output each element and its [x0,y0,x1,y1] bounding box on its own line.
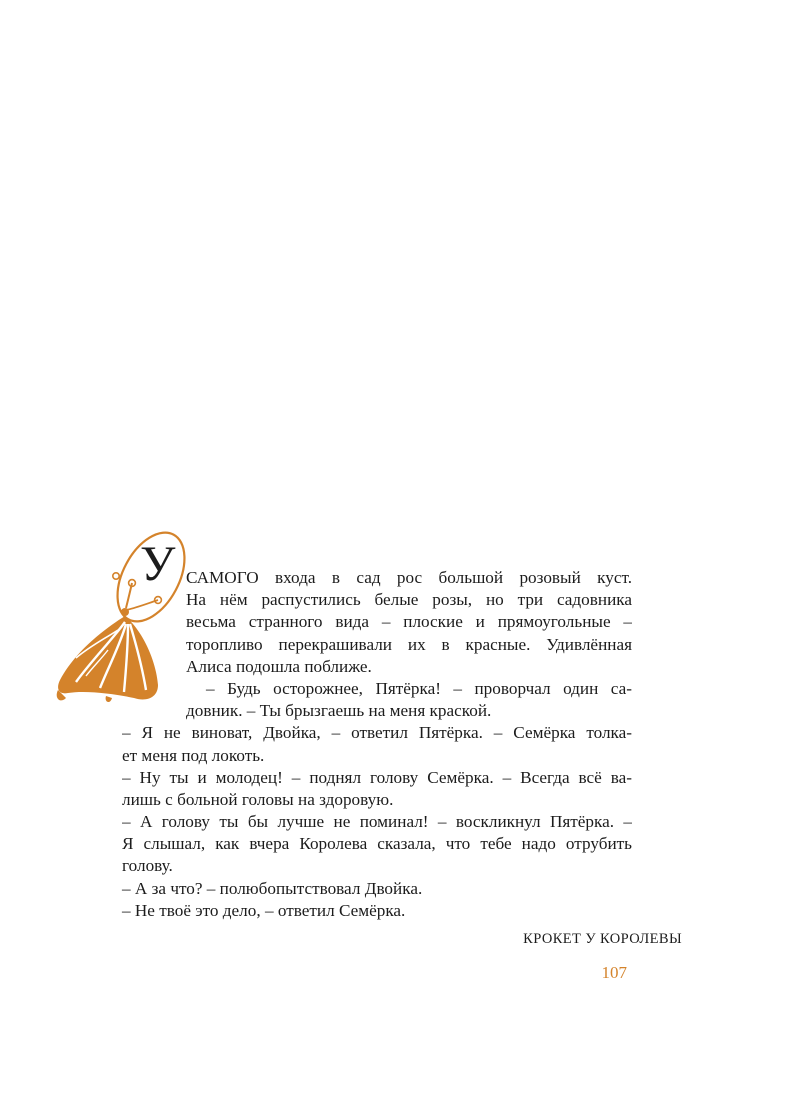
text-line: голову. [122,856,173,876]
text-line: ет меня под локоть. [122,745,265,765]
text-line: торопливо перекрашивали их в красные. Удивлённая [186,634,632,654]
text-line: – А голову ты бы лучше не поминал! – воскликнул Пятёрка. – [122,812,632,832]
body-text [122,567,632,922]
text-line: Я слышал, как вчера Королева сказала, что тебе надо отрубить [122,834,632,854]
text-line: лишь с больной головы на здоровую. [122,789,394,809]
text-line: – Будь осторожнее, Пятёрка! – проворчал один са- [206,678,632,698]
page-number: 107 [601,963,627,982]
text-line: – Я не виноват, Двойка, – ответил Пятёрка. – Семёрка толка- [122,723,632,743]
text-line: весьма странного вида – плоские и прямоугольные – [186,612,632,632]
text-line: САМОГО входа в сад рос большой розовый куст. [186,568,632,587]
text-line: На нём распустились белые розы, но три садовника [186,590,632,610]
drop-cap: У [140,535,176,591]
text-line: Алиса подошла поближе. [186,656,372,676]
running-head: КРОКЕТ У КОРОЛЕВЫ [523,931,682,947]
text-line: – Ну ты и молодец! – поднял голову Семёрка. – Всегда всё ва- [122,767,632,787]
text-line: довник. – Ты брызгаешь на меня краской. [186,701,492,721]
text-line: – Не твоё это дело, – ответил Семёрка. [122,900,406,920]
text-line: – А за что? – полюбопытствовал Двойка. [122,878,423,898]
